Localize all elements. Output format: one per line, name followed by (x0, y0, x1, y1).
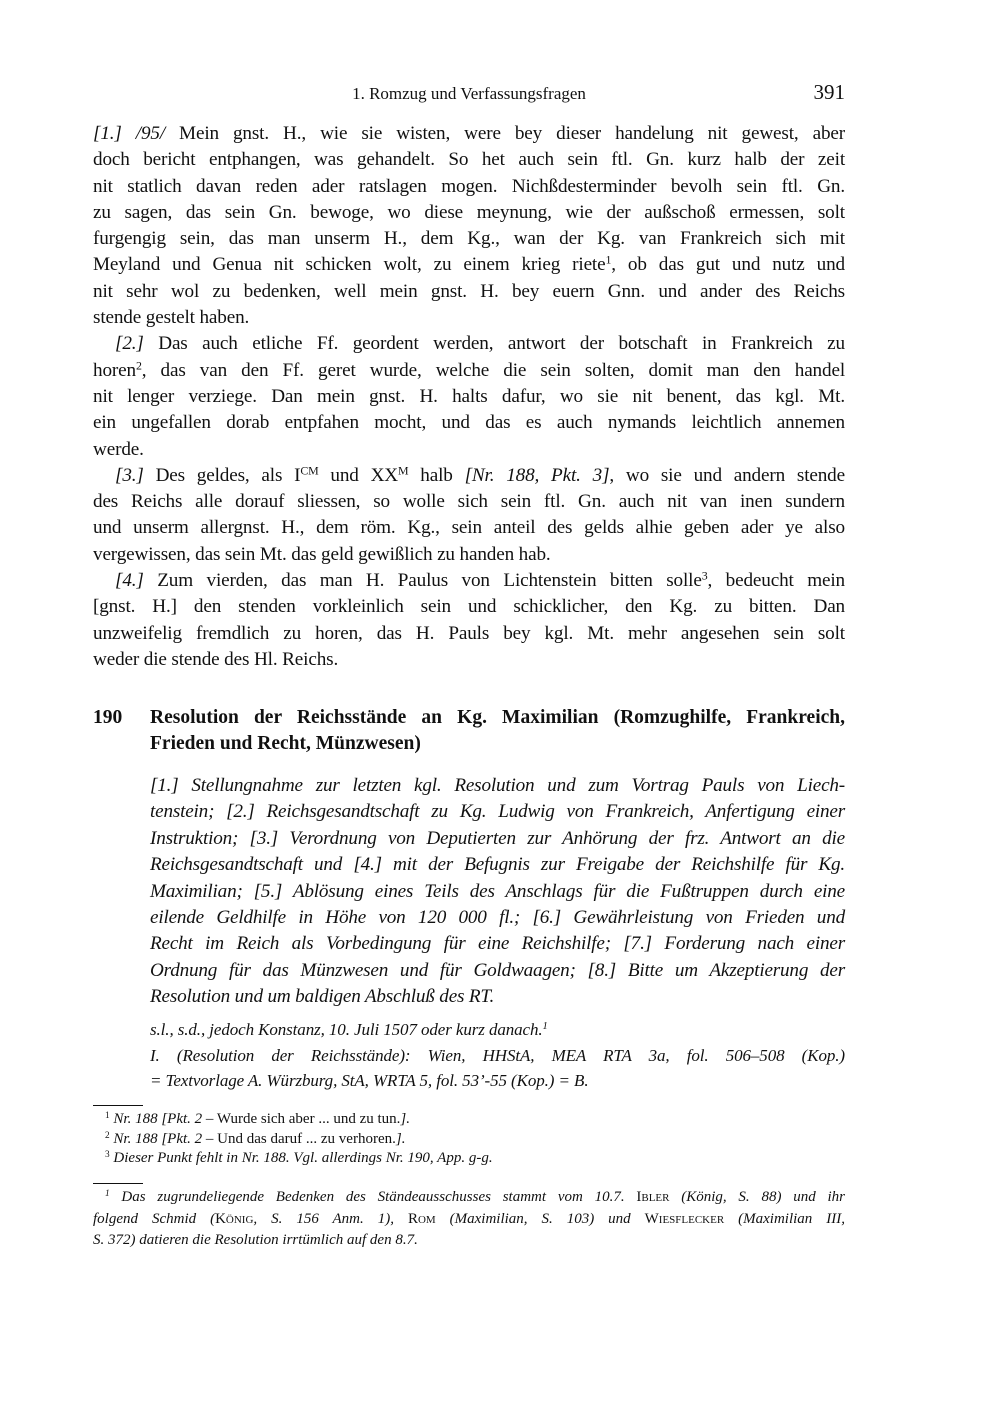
text-line (93, 515, 845, 541)
text-segment: (Maximilian, S. 103) und (435, 1210, 645, 1227)
text-segment: Ibler (636, 1189, 670, 1205)
text-segment: (Maximilian III, (724, 1210, 845, 1227)
text-line (93, 279, 845, 305)
text-segment: I. (Resolution der Reichsstände): Wien, HHStA, MEA RTA 3a, fol. 506–508 (Kop.) (150, 1045, 845, 1065)
text-line (93, 1209, 845, 1231)
regest-line: tenstein; [2.] Reichsgesandtschaft zu Kg. Ludwig von Frankreich, Anfertigung einer (150, 801, 845, 823)
text-segment: werde. (93, 438, 144, 460)
text-segment: = Textvorlage A. Würzburg, StA, WRTA 5, fol. 53’-55 (Kop.) = B. (150, 1071, 589, 1090)
source-notes (150, 1017, 845, 1094)
page-number: 391 (813, 80, 845, 104)
text-segment: Und das daruf ... zu verhoren. (213, 1130, 396, 1147)
text-segment: [3.] (115, 464, 144, 486)
text-segment: (König, S. 88) und ihr (669, 1189, 845, 1205)
text-segment: [1.] /95/ (93, 123, 166, 144)
text-line (93, 463, 845, 489)
regest-line: [1.] Stellungnahme zur letzten kgl. Resolution und zum Vortrag Pauls von Liech- (150, 775, 845, 796)
text-line (93, 200, 845, 226)
paragraph (93, 463, 845, 568)
text-segment: Wurde sich aber ... und zu tun. (213, 1111, 401, 1127)
text-segment: , bedeucht mein (707, 570, 845, 592)
text-segment: Das auch etliche Ff. geordent werden, antwort der botschaft in Frankreich zu (143, 333, 845, 355)
text-segment: König (215, 1210, 254, 1227)
text-segment: ein ungefallen dorab entpfahen mocht, und das es auch nymands leichtlich annemen (93, 412, 845, 434)
text-segment: Rom (407, 1210, 436, 1227)
text-segment: Nr. 188 [Pkt. 2 – (113, 1111, 214, 1127)
footnote-divider (93, 1105, 143, 1106)
text-segment: Mein gnst. H., wie sie wisten, were bey dieser handelung nit gewest, aber (165, 123, 845, 144)
text-line (93, 594, 845, 620)
text-line (93, 542, 845, 568)
text-line (93, 647, 845, 673)
text-line (93, 568, 845, 594)
text-line (93, 384, 845, 410)
text-segment: ]. (400, 1111, 411, 1127)
text-segment: Nr. 188 [Pkt. 2 – (113, 1130, 214, 1147)
text-segment: folgend Schmid ( (93, 1210, 216, 1227)
regest-line: Resolution und um baldigen Abschluß des RT. (150, 986, 495, 1008)
footnote-marker: 3 (105, 1149, 110, 1160)
text-line (150, 1043, 845, 1069)
regest-line: Ordnung für das Münzwesen und für Goldwaagen; [8.] Bitte um Akzeptierung der (150, 959, 845, 981)
footnote-marker: 1 (105, 1110, 110, 1121)
text-segment: Meyland und Genua nit schicken wolt, zu einem krieg riete (93, 254, 606, 276)
document-title (150, 705, 845, 757)
text-segment: nit lenger verziege. Dan mein gnst. H. halts dafur, wo sie nit benent, das kgl. Mt. (93, 385, 845, 407)
text-line (93, 437, 845, 463)
text-line (93, 252, 845, 278)
text-line (93, 331, 845, 357)
footnote-marker: 1 (605, 252, 612, 267)
paragraph (93, 331, 845, 462)
text-line (93, 121, 845, 147)
text-segment: weder die stende des Hl. Reichs. (93, 648, 339, 670)
text-segment: , S. 156 Anm. 1), (253, 1210, 408, 1227)
text-line (93, 410, 845, 436)
title-line: Resolution der Reichsstände an Kg. Maximilian (Romzughilfe, Frankreich, (150, 707, 845, 728)
text-segment: doch bericht entphangen, was gehandelt. So het auch sein ftl. Gn. kurz halb der zeit (93, 149, 845, 171)
regest-line: Reichsgesandtschaft und [4.] mit der Befugnis zur Freigabe der Reichshilfe für Kg. (150, 854, 845, 876)
text-segment: horen (93, 359, 136, 381)
text-line (93, 1187, 845, 1209)
text-segment: [Nr. 188, Pkt. 3] (464, 464, 610, 486)
footnote-marker: 3 (701, 568, 708, 583)
text-segment: S. 372) datieren die Resolution irrtümlich auf den 8.7. (93, 1232, 418, 1248)
text-line (150, 1068, 845, 1094)
footnote-marker: 1 (542, 1021, 548, 1033)
footnote-marker: CM (300, 463, 319, 478)
regest (150, 773, 845, 1011)
text-segment: [2.] (115, 333, 144, 355)
text-segment: Des geldes, als I (143, 464, 301, 486)
text-segment: [4.] (115, 570, 144, 592)
text-segment: , das van den Ff. geret wurde, welche die sein solten, domit man den handel (141, 359, 845, 381)
text-segment: , wo sie und andern stende (609, 464, 845, 486)
text-line (93, 147, 845, 173)
text-segment: Dieser Punkt fehlt in Nr. 188. Vgl. allerdings Nr. 190, App. g-g. (113, 1150, 493, 1166)
text-line (93, 1110, 845, 1130)
text-segment: unzweifelig fremdlich zu horen, das H. Pauls bey kgl. Mt. mehr angesehen sein solt (93, 622, 845, 644)
text-segment: und XX (318, 464, 398, 486)
text-segment: halb (408, 464, 465, 486)
footnote-marker: 2 (135, 358, 142, 373)
text-segment: und unserm allergnst. H., dem röm. Kg., sein anteil des gelds alhie geben ader ye also (93, 517, 845, 539)
footnote-marker: M (398, 463, 409, 478)
text-segment: ]. (395, 1130, 406, 1147)
running-title: 1. Romzug und Verfassungsfragen (352, 84, 586, 103)
text-line (93, 1230, 845, 1252)
text-line (93, 1149, 845, 1169)
regest-line: Maximilian; [5.] Ablösung eines Teils des Anschlags für die Fußtruppen durch eine (150, 880, 845, 902)
text-segment: Zum vierden, das man H. Paulus von Lichtenstein bitten solle (143, 570, 702, 592)
text-line (93, 226, 845, 252)
main-text (93, 121, 845, 673)
text-segment: nit statlich davan reden ader ratslagen mogen. Nichßdesterminder bevolh sein ftl. Gn. (93, 175, 845, 197)
text-segment: Wiesflecker (644, 1210, 725, 1227)
apparatus-footnotes (93, 1110, 845, 1169)
text-segment: [gnst. H.] den stenden vorkleinlich sein und schicklicher, den Kg. zu bitten. Dan (93, 596, 845, 618)
paragraph (93, 568, 845, 673)
text-line (93, 621, 845, 647)
text-segment: stende gestelt haben. (93, 307, 250, 329)
commentary-footnotes (93, 1187, 845, 1252)
regest-line: eilende Geldhilfe in Höhe von 120 000 fl.; [6.] Gewährleistung von Frieden und (150, 907, 845, 929)
text-line (93, 305, 845, 331)
text-segment: furgengig sein, das man unserm H., dem Kg., wan der Kg. van Frankreich sich mit (93, 228, 845, 250)
text-line (93, 358, 845, 384)
text-segment: zu sagen, das sein Gn. bewoge, wo diese meynung, wie der außschoß ermessen, solt (93, 201, 845, 223)
text-line (93, 174, 845, 200)
text-segment: vergewissen, das sein Mt. das geld gewißlich zu handen hab. (93, 543, 551, 565)
title-line: Frieden und Recht, Münzwesen) (150, 733, 421, 754)
text-segment: Das zugrundeliegende Bedenken des Ständeausschusses stammt vom 10.7. (109, 1189, 637, 1205)
text-line (93, 1130, 845, 1150)
text-segment: , ob das gut und nutz und (611, 254, 845, 276)
text-segment: nit sehr wol zu bedenken, well mein gnst. H. bey euern Gnn. und ander des Reichs (93, 280, 845, 302)
text-line (93, 489, 845, 515)
footnote-divider (93, 1183, 143, 1184)
regest-line: Recht im Reich als Vorbedingung für eine Reichshilfe; [7.] Forderung nach einer (150, 933, 845, 955)
footnote-marker: 2 (105, 1130, 110, 1141)
footnote-marker: 1 (105, 1188, 110, 1199)
text-segment: des Reichs alle dorauf sliessen, so wolle sich sein ftl. Gn. auch nit van inen sundern (93, 491, 845, 513)
paragraph (93, 121, 845, 331)
text-line (150, 1017, 845, 1043)
document-number: 190 (93, 707, 123, 728)
regest-line: Instruktion; [3.] Verordnung von Deputierten zur Anhörung der frz. Antwort an die (150, 827, 845, 849)
text-segment: s.l., s.d., jedoch Konstanz, 10. Juli 1507 oder kurz danach. (150, 1020, 543, 1039)
